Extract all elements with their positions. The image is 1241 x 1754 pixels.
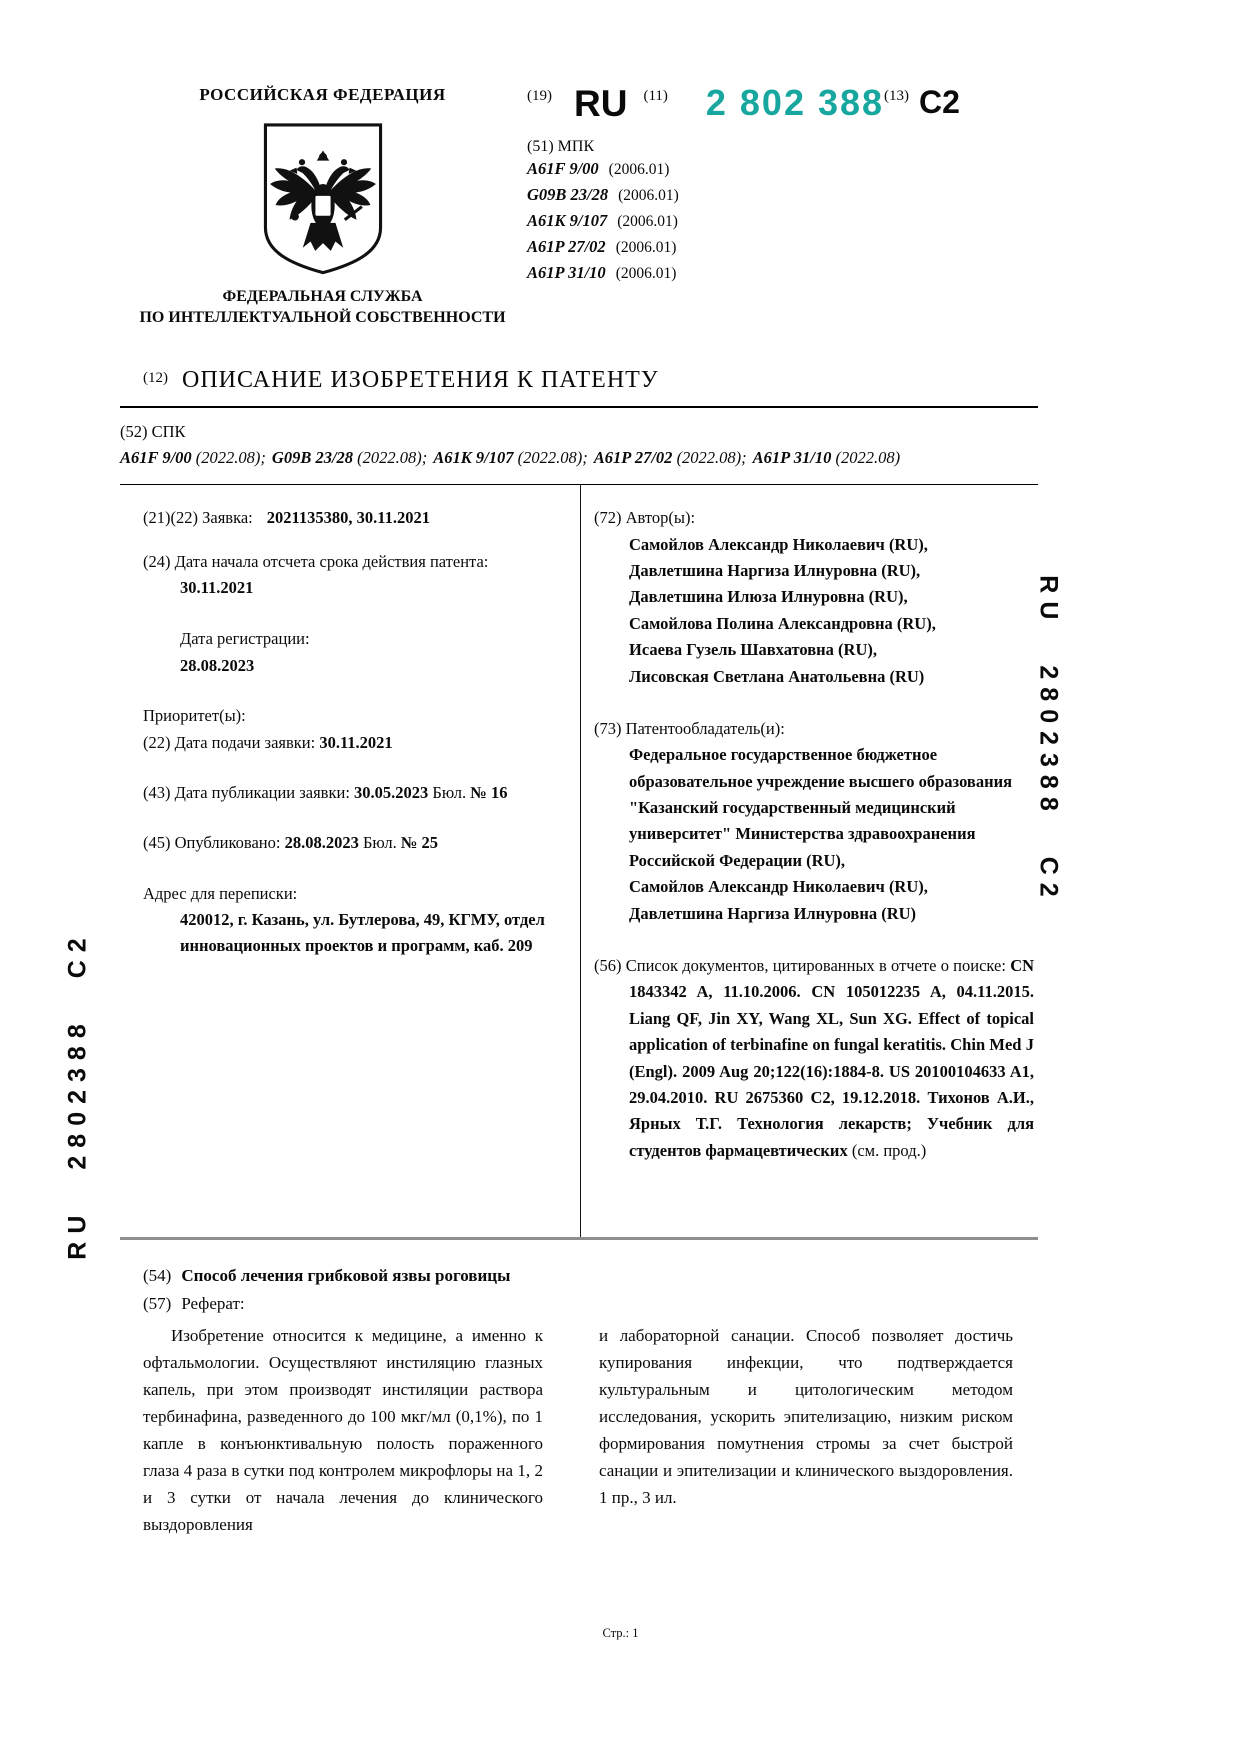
inid-code-45: (45) bbox=[143, 833, 171, 853]
holders-list bbox=[594, 742, 1034, 927]
country-code: RU bbox=[574, 83, 628, 124]
ipc-code: A61P 27/02 bbox=[527, 237, 606, 256]
authors-label: Автор(ы): bbox=[625, 508, 696, 528]
cpc-code: A61P 27/02 bbox=[593, 447, 673, 467]
bulletin-label: Бюл. bbox=[362, 833, 397, 853]
cpc-code-item bbox=[433, 448, 587, 467]
publication-number-line bbox=[527, 82, 1038, 124]
author-name: Исаева Гузель Шавхатовна (RU), bbox=[629, 640, 877, 660]
header-right-block bbox=[525, 82, 1038, 329]
citations-label: Список документов, цитированных в отчете о поиске: bbox=[625, 956, 1006, 976]
author-name: Давлетшина Наргиза Илнуровна (RU), bbox=[629, 560, 921, 580]
app-publication-label: Дата публикации заявки: bbox=[174, 782, 350, 802]
holders-label: Патентообладатель(и): bbox=[625, 718, 785, 738]
side-kind-code: C2 bbox=[63, 930, 92, 979]
divider bbox=[120, 406, 1038, 408]
cpc-code-item bbox=[594, 448, 747, 467]
ipc-code-date: (2006.01) bbox=[608, 161, 670, 178]
inid-code-54: (54) bbox=[143, 1266, 172, 1286]
document-content bbox=[120, 0, 1038, 1538]
term-start-value: 30.11.2021 bbox=[180, 577, 254, 597]
application-value: 2021135380, 30.11.2021 bbox=[266, 508, 430, 528]
authors-header bbox=[594, 505, 1034, 531]
field-authors bbox=[594, 505, 1034, 690]
document-title: ОПИСАНИЕ ИЗОБРЕТЕНИЯ К ПАТЕНТУ bbox=[182, 366, 659, 393]
application-label: Заявка: bbox=[202, 508, 253, 528]
invention-title: Способ лечения грибковой язвы роговицы bbox=[181, 1266, 511, 1286]
ipc-code-list bbox=[527, 156, 1038, 286]
cpc-code-date: (2022.08) bbox=[835, 447, 901, 467]
address-value: 420012, г. Казань, ул. Бутлерова, 49, КГМУ, отдел инновационных проектов и программ, каб. 209 bbox=[180, 910, 545, 956]
ipc-code: A61P 31/10 bbox=[527, 263, 606, 282]
citations-paragraph bbox=[594, 953, 1034, 1164]
term-start-label: Дата начала отсчета срока действия патента: bbox=[174, 551, 489, 571]
ipc-code-date: (2006.01) bbox=[617, 213, 678, 230]
address-label: Адрес для переписки: bbox=[143, 883, 298, 903]
holder-entry: Самойлов Александр Николаевич (RU), bbox=[629, 877, 928, 897]
cpc-section bbox=[120, 422, 1038, 471]
ipc-header bbox=[527, 138, 1038, 156]
registration-value: 28.08.2023 bbox=[180, 655, 255, 675]
cpc-label: СПК bbox=[151, 421, 186, 441]
abstract-column-1 bbox=[143, 1322, 543, 1538]
side-country-code: RU bbox=[63, 1207, 92, 1260]
biblio-right-column bbox=[580, 485, 1038, 1237]
side-patent-number: 2802388 bbox=[63, 1016, 92, 1170]
document-type-title bbox=[120, 367, 1038, 394]
ipc-code-date: (2006.01) bbox=[615, 239, 677, 256]
publication-number: 2 802 388 bbox=[705, 82, 885, 123]
field-registration bbox=[143, 626, 562, 679]
inid-code-12: (12) bbox=[143, 369, 168, 386]
field-published bbox=[143, 830, 562, 856]
inid-code-73: (73) bbox=[594, 718, 622, 738]
field-priority bbox=[143, 703, 562, 729]
field-application bbox=[143, 505, 562, 531]
citations-body: CN 1843342 A, 11.10.2006. CN 105012235 A, 04.11.2015. Liang QF, Jin XY, Wang XL, Sun XG. Effect of topical application of terbinafine on fungal keratitis. Chin Med J (Engl). 2009 Aug 20;122(16):1884-8. US 20100104633 A1, 29.04.2010. RU 2675360 C2, 19.12.2018. Тихонов А.И., Ярных Т.Г. Технология лекарств; Учебник для студентов фармацевтических bbox=[629, 956, 1035, 1160]
document-header bbox=[120, 82, 1038, 329]
author-name: Давлетшина Илюза Илнуровна (RU), bbox=[629, 587, 908, 607]
bulletin-number: № 16 bbox=[470, 782, 508, 802]
abstract-header-line bbox=[120, 1294, 1038, 1314]
inid-code-24: (24) bbox=[143, 551, 171, 571]
abstract-columns bbox=[120, 1322, 1038, 1538]
inid-code-51: (51) bbox=[527, 138, 554, 155]
page-number: Стр.: 1 bbox=[602, 1626, 639, 1640]
field-filing-date bbox=[143, 730, 562, 756]
bulletin-label: Бюл. bbox=[432, 782, 467, 802]
cpc-code-item bbox=[272, 448, 427, 467]
cpc-code-date: (2022.08); bbox=[357, 447, 428, 467]
abstract-text-col2: и лабораторной санации. Способ позволяет достичь купирования инфекции, что подтверждается культуральным и цитологическим методом исследования, ускорить эпителизацию, низким риском формирования помутнения стромы за счет быстрой санации и эпителизации и клинического выздоровления. 1 пр., 3 ил. bbox=[599, 1326, 1013, 1508]
author-name: Самойлов Александр Николаевич (RU), bbox=[629, 534, 928, 554]
ipc-code-row bbox=[527, 208, 1038, 234]
biblio-left-column bbox=[120, 485, 580, 1237]
ipc-code: A61F 9/00 bbox=[527, 159, 599, 178]
cpc-header bbox=[120, 422, 1038, 442]
ipc-code-row bbox=[527, 234, 1038, 260]
cpc-code: A61F 9/00 bbox=[120, 447, 192, 467]
ipc-code-row bbox=[527, 182, 1038, 208]
ipc-label: МПК bbox=[557, 138, 595, 155]
agency-title bbox=[120, 287, 525, 329]
cpc-code-date: (2022.08); bbox=[676, 447, 747, 467]
side-country-code: RU bbox=[1034, 575, 1063, 628]
author-name: Самойлова Полина Александровна (RU), bbox=[629, 613, 936, 633]
inid-code-11: (11) bbox=[643, 88, 668, 104]
inid-code-21-22: (21)(22) bbox=[143, 508, 198, 528]
ipc-code-date: (2006.01) bbox=[618, 187, 679, 204]
inid-code-57: (57) bbox=[143, 1294, 172, 1314]
app-publication-date: 30.05.2023 bbox=[354, 782, 429, 802]
filing-value: 30.11.2021 bbox=[319, 732, 393, 752]
ipc-code-row bbox=[527, 156, 1038, 182]
bibliographic-grid bbox=[120, 485, 1038, 1237]
ipc-code: G09B 23/28 bbox=[527, 185, 609, 204]
holders-header bbox=[594, 716, 1034, 742]
authors-list bbox=[594, 532, 1034, 690]
cpc-code-date: (2022.08); bbox=[517, 447, 588, 467]
invention-title-line bbox=[120, 1266, 1038, 1286]
inid-code-22: (22) bbox=[143, 732, 171, 752]
ipc-code-row bbox=[527, 260, 1038, 286]
left-vertical-patent-id bbox=[64, 930, 93, 1259]
author-name: Лисовская Светлана Анатольевна (RU) bbox=[629, 666, 925, 686]
agency-line1: ФЕДЕРАЛЬНАЯ СЛУЖБА bbox=[222, 288, 423, 305]
term-start-label-line bbox=[143, 549, 562, 575]
russia-coat-of-arms-icon bbox=[253, 119, 393, 277]
field-citations bbox=[594, 953, 1034, 1164]
side-patent-number: 2802388 bbox=[1034, 665, 1063, 819]
bulletin-number: № 25 bbox=[400, 833, 439, 853]
kind-code: C2 bbox=[919, 84, 960, 120]
header-left-block bbox=[120, 85, 525, 329]
field-application-publication bbox=[143, 780, 562, 806]
cpc-code-date: (2022.08); bbox=[195, 447, 266, 467]
registration-label: Дата регистрации: bbox=[180, 629, 310, 649]
inid-code-43: (43) bbox=[143, 782, 171, 802]
cpc-code: A61P 31/10 bbox=[752, 447, 832, 467]
citations-continuation-note: (см. прод.) bbox=[851, 1140, 927, 1160]
field-patent-holders bbox=[594, 716, 1034, 927]
published-label: Опубликовано: bbox=[174, 833, 281, 853]
abstract-column-2 bbox=[599, 1322, 1013, 1538]
inid-code-13: (13) bbox=[884, 88, 910, 104]
side-kind-code: C2 bbox=[1034, 856, 1063, 905]
agency-line2: ПО ИНТЕЛЛЕКТУАЛЬНОЙ СОБСТВЕННОСТИ bbox=[139, 308, 506, 326]
priority-label: Приоритет(ы): bbox=[143, 706, 246, 726]
inid-code-56: (56) bbox=[594, 956, 622, 976]
inid-code-19: (19) bbox=[527, 88, 552, 104]
cpc-code: G09B 23/28 bbox=[271, 447, 354, 467]
cpc-code-item bbox=[120, 448, 266, 467]
abstract-label: Реферат: bbox=[181, 1294, 245, 1314]
ipc-code-date: (2006.01) bbox=[615, 265, 677, 282]
field-term-start bbox=[143, 549, 562, 602]
divider bbox=[120, 1237, 1038, 1240]
published-date: 28.08.2023 bbox=[284, 833, 359, 853]
abstract-text-col1: Изобретение относится к медицине, а именно к офтальмологии. Осуществляют инстиляцию глазных капель, при этом производят инстиляции раствора тербинафина, разведенного до 100 мкг/мл (0,1%), по 1 капле в конъюнктивальную полость пораженного глаза 4 раза в сутки под контролем микрофлоры на 1, 2 и 3 сутки от начала лечения до клинического выздоровления bbox=[143, 1326, 543, 1535]
filing-label: Дата подачи заявки: bbox=[174, 732, 316, 752]
country-title: РОССИЙСКАЯ ФЕДЕРАЦИЯ bbox=[199, 85, 446, 104]
cpc-code: A61K 9/107 bbox=[433, 447, 514, 467]
holder-entry: Давлетшина Наргиза Илнуровна (RU) bbox=[629, 903, 917, 923]
inid-code-52: (52) bbox=[120, 421, 148, 441]
field-correspondence-address bbox=[143, 881, 562, 960]
inid-code-72: (72) bbox=[594, 508, 622, 528]
holder-entry: Федеральное государственное бюджетное образовательное учреждение высшего образования "Казанский государственный медицинский университет" Министерства здравоохранения Российской Федерации (RU), bbox=[629, 745, 1013, 870]
cpc-code-list bbox=[120, 445, 1038, 471]
ipc-section bbox=[527, 138, 1038, 286]
cpc-code-item bbox=[753, 448, 900, 467]
ipc-code: A61K 9/107 bbox=[527, 211, 608, 230]
